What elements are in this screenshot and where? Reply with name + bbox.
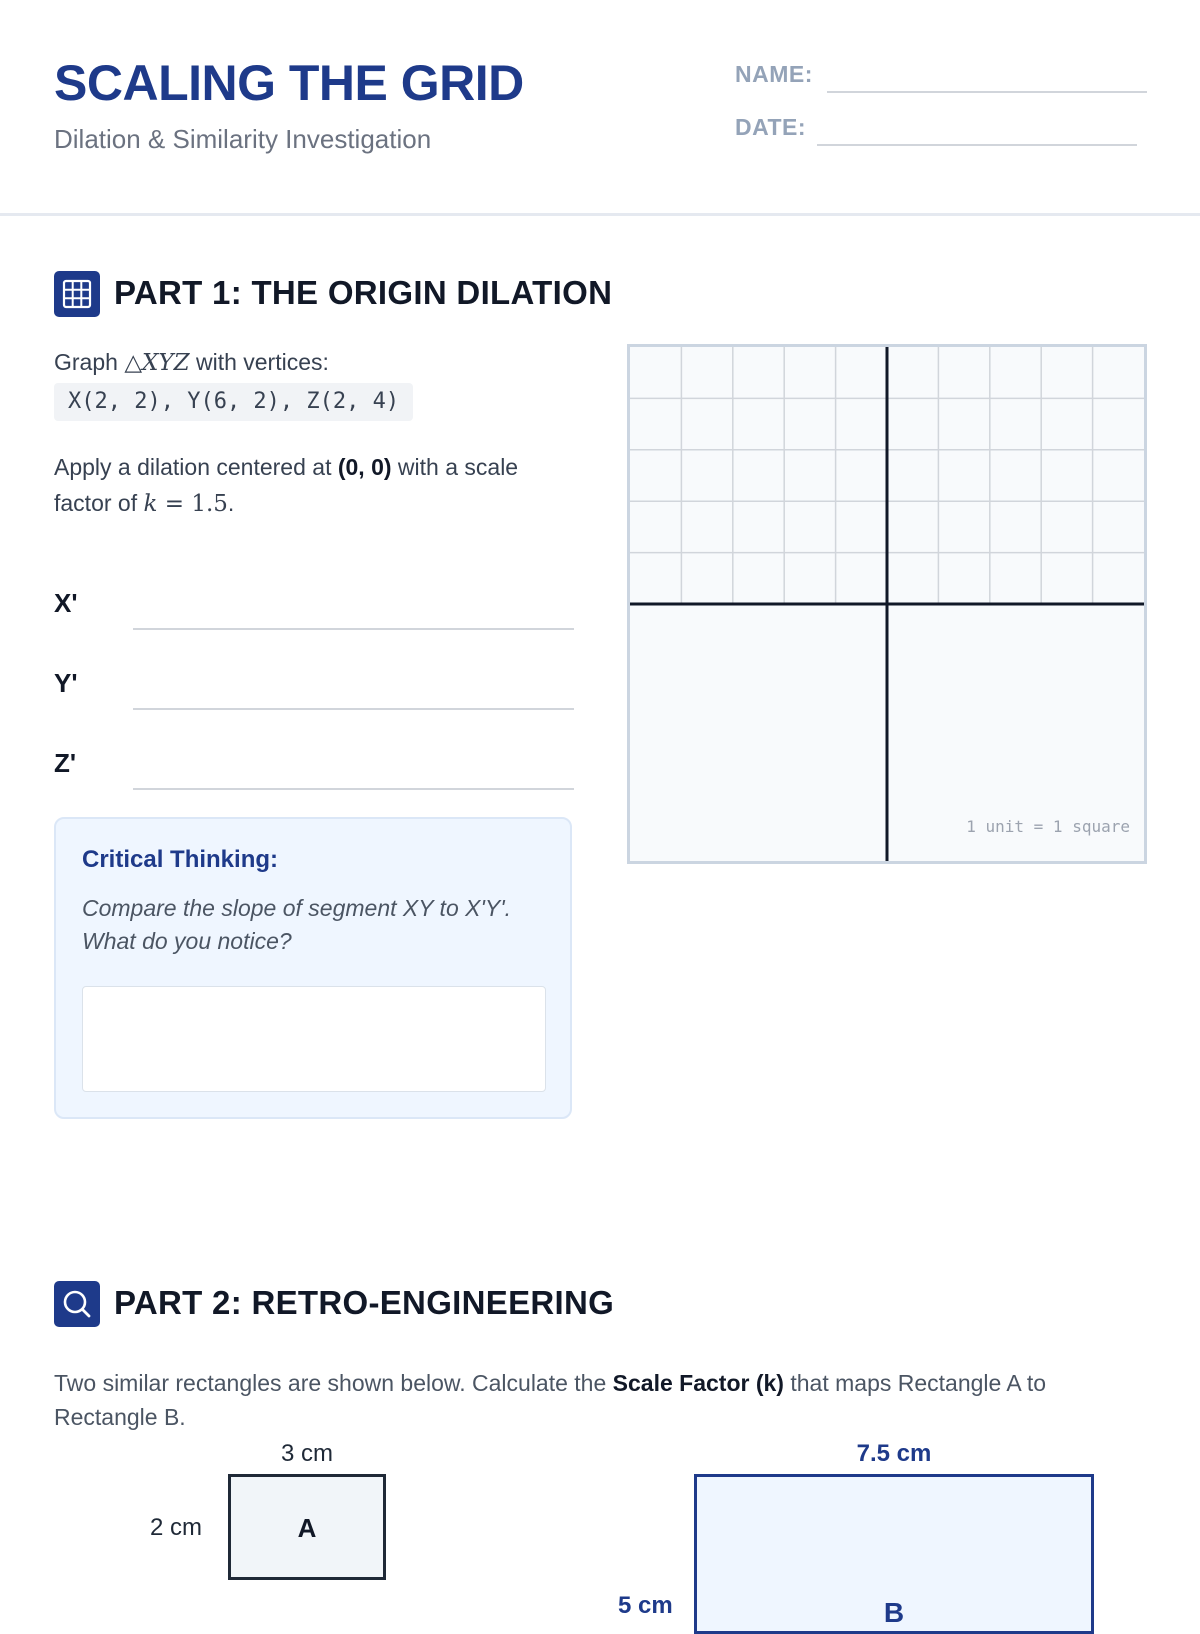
page-title: SCALING THE GRID [54, 55, 524, 111]
rect-b-label: B [883, 1597, 905, 1628]
triangle-name: XYZ [142, 350, 190, 376]
scale-factor-var: k [143, 491, 158, 517]
critical-thinking-question: Compare the slope of segment XY to X'Y'. What do you notice? [82, 895, 511, 954]
answer-label-x: X' [54, 588, 78, 618]
grid-icon [54, 271, 100, 317]
grid-svg [630, 347, 1144, 861]
rect-a-label: A [297, 1513, 317, 1543]
part2-instructions: Two similar rectangles are shown below. Calculate the Scale Factor (k) that maps Rectangle A to Rectangle B. [54, 1370, 1047, 1430]
date-field[interactable] [817, 144, 1137, 146]
name-label: NAME: [735, 61, 813, 87]
dilation-center: (0, 0) [337, 454, 392, 480]
critical-thinking-answer[interactable] [82, 986, 546, 1092]
name-field[interactable] [827, 91, 1147, 93]
part1-heading: PART 1: THE ORIGIN DILATION [114, 274, 613, 311]
rect-b-width: 7.5 cm [856, 1440, 932, 1467]
rectangle-a [228, 1474, 386, 1580]
answer-label-y: Y' [54, 668, 78, 698]
grid-scale-note: 1 unit = 1 square [966, 817, 1130, 836]
header-divider [0, 213, 1200, 216]
rect-b-height: 5 cm [618, 1592, 673, 1619]
triangle-symbol: △ [124, 350, 143, 376]
answer-field-z[interactable] [133, 788, 574, 790]
rect-a-width: 3 cm [280, 1440, 333, 1467]
scale-factor-term: Scale Factor (k) [612, 1370, 784, 1396]
coordinate-grid[interactable] [627, 344, 1147, 864]
rectangle-b [694, 1474, 1094, 1634]
answer-field-y[interactable] [133, 708, 574, 710]
part2-heading: PART 2: RETRO-ENGINEERING [114, 1284, 615, 1321]
answer-label-z: Z' [54, 748, 77, 778]
search-icon [54, 1281, 100, 1327]
rect-a-height: 2 cm [150, 1514, 203, 1541]
critical-thinking-title: Critical Thinking: [82, 846, 279, 873]
scale-factor-value: = 1.5 [157, 491, 228, 517]
answer-field-x[interactable] [133, 628, 574, 630]
dilation-instruction-line1: Apply a dilation centered at (0, 0) with a scale [54, 454, 519, 480]
page-subtitle: Dilation & Similarity Investigation [54, 124, 432, 154]
date-label: DATE: [735, 114, 807, 140]
dilation-instruction-line2: factor of k = 1.5. [54, 490, 235, 517]
graph-instruction: Graph △XYZ with vertices: [54, 349, 329, 376]
vertex-list: X(2, 2), Y(6, 2), Z(2, 4) [54, 383, 413, 421]
